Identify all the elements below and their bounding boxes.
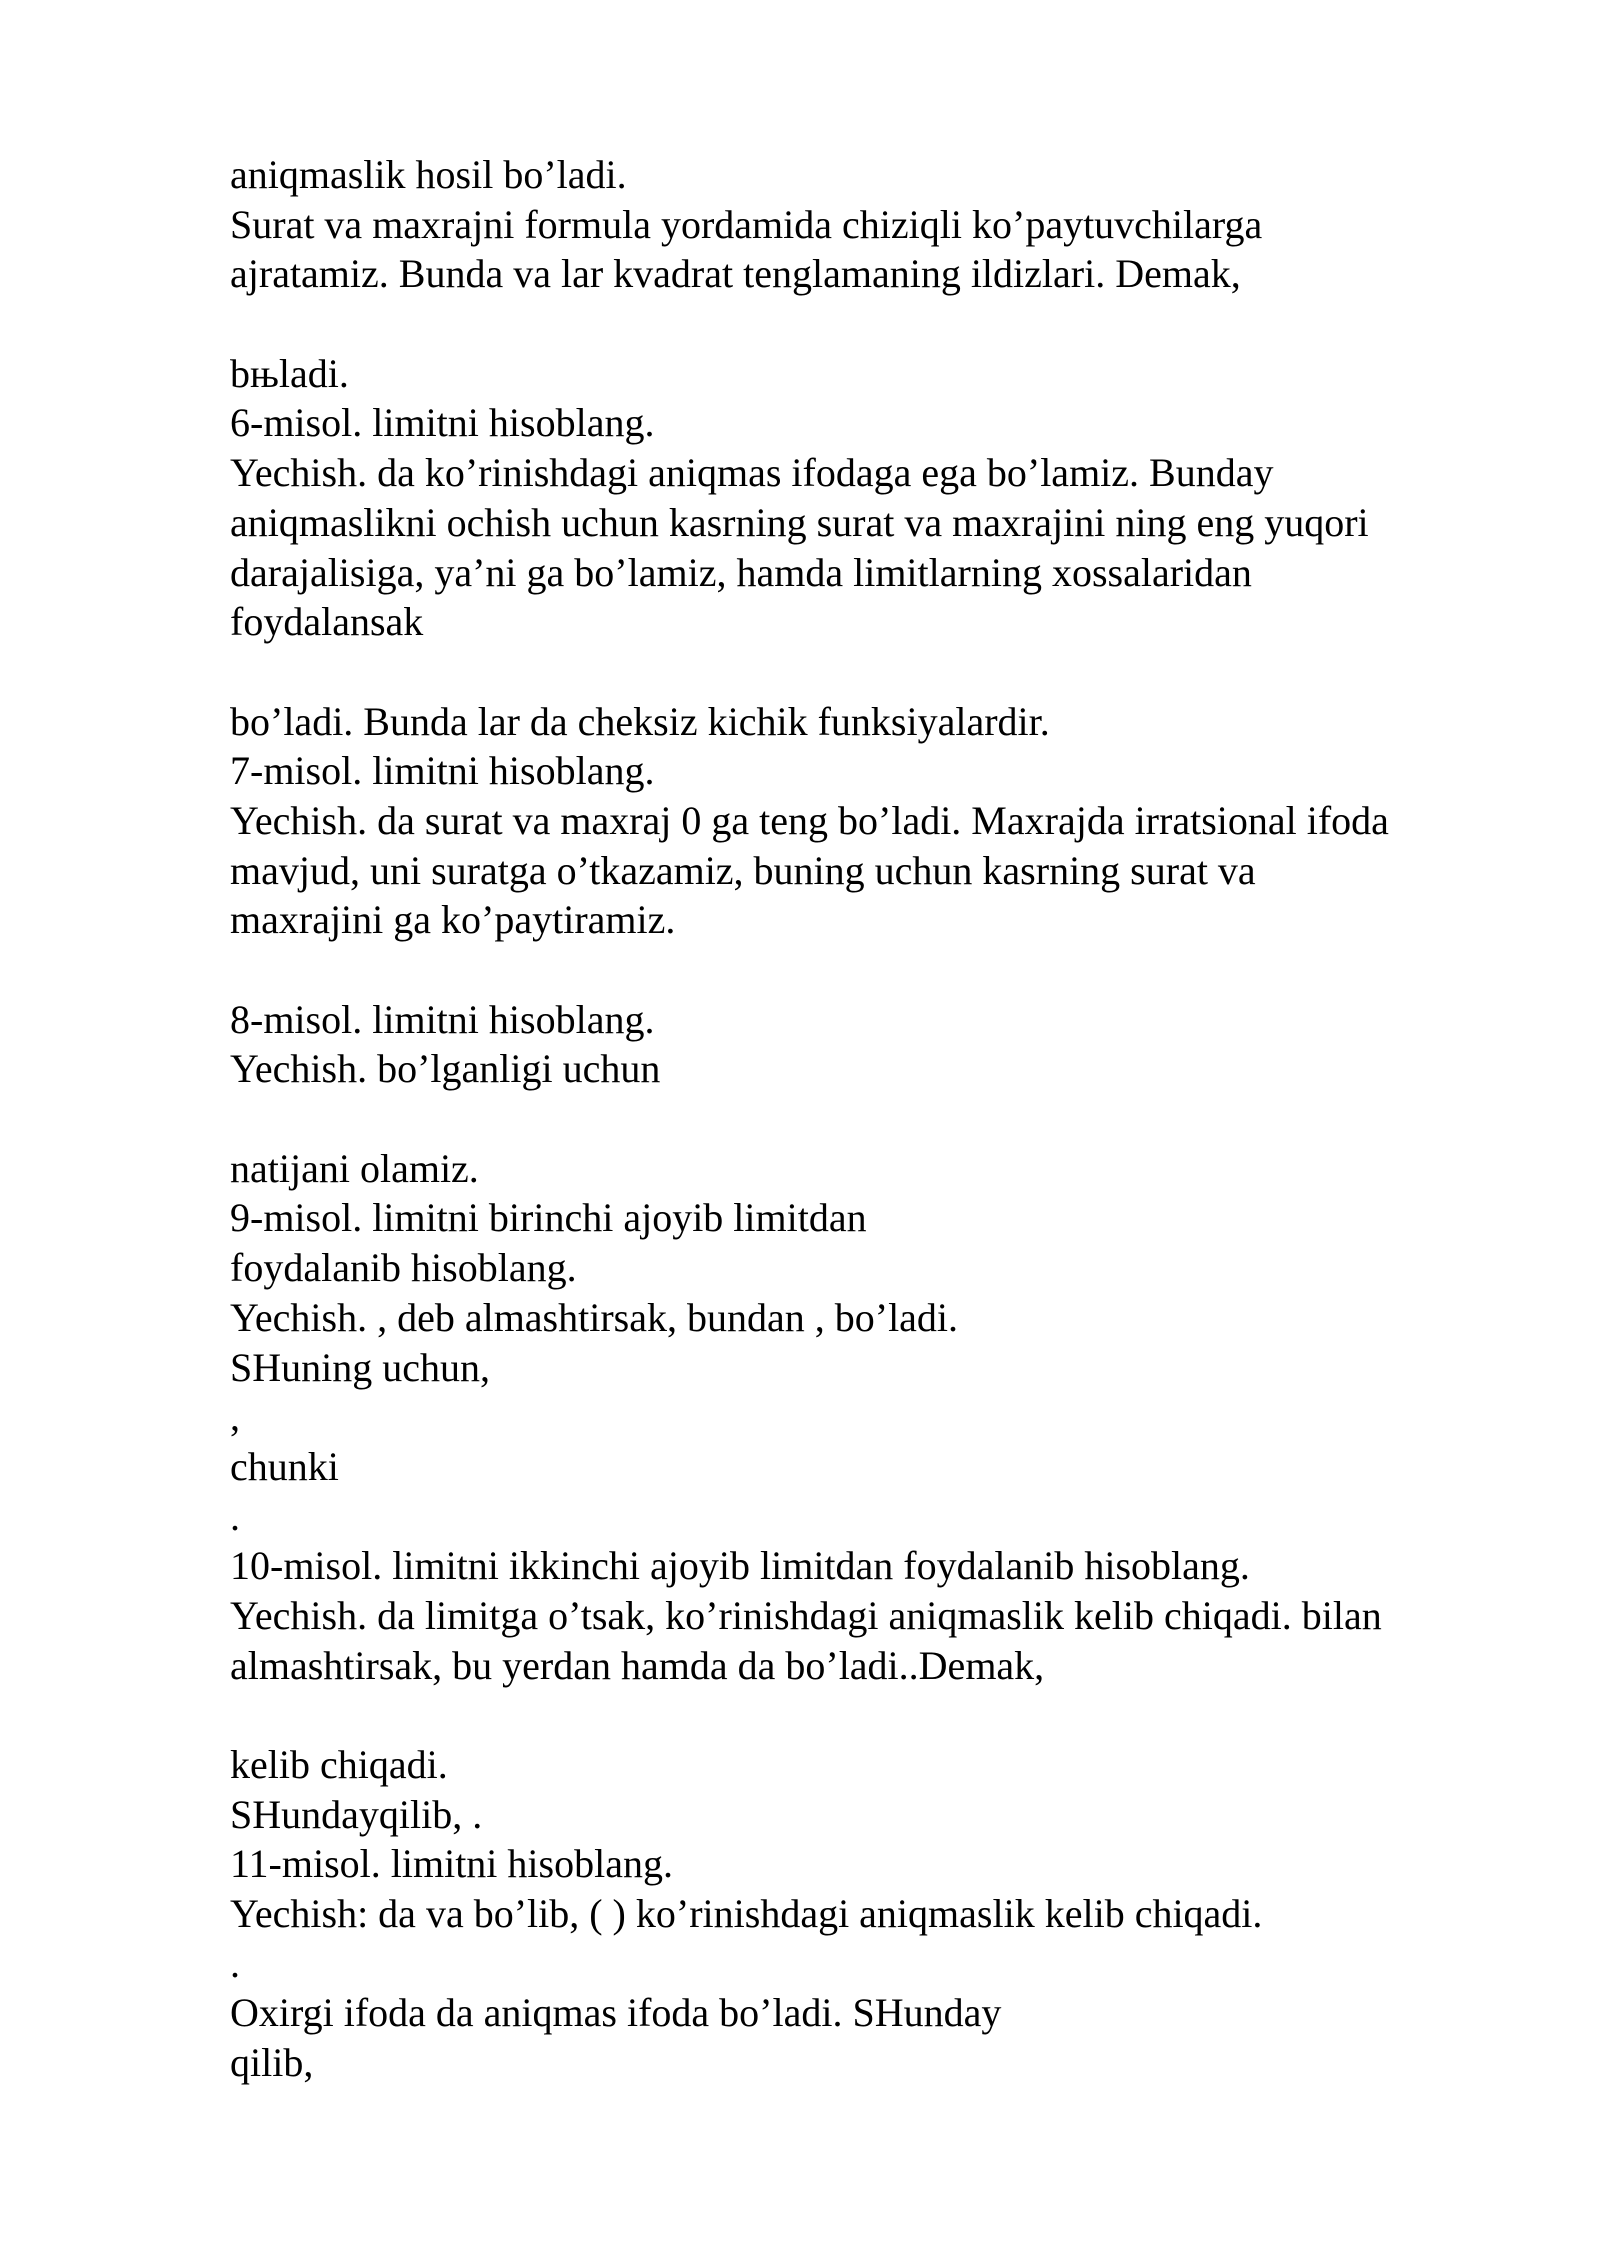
text-line: kelib chiqadi.: [230, 1742, 448, 1787]
text-line: qilib,: [230, 2040, 314, 2086]
blank-line: [230, 1094, 1530, 1144]
text-line: aniqmaslikni ochish uchun kasrning surat va maxrajini ning eng yuqori: [230, 499, 1369, 545]
text-line: natijani olamiz.: [230, 1145, 479, 1191]
blank-line: [230, 647, 1530, 697]
example-heading: 8-misol. limitni hisoblang.: [230, 996, 655, 1042]
text-line: .: [230, 1493, 240, 1539]
text-line: almashtirsak, bu yerdan hamda da bo’ladi..Demak,: [230, 1642, 1045, 1688]
blank-line: [230, 945, 1530, 995]
text-line: Oxirgi ifoda da aniqmas ifoda bo’ladi. SHunday: [230, 1990, 1002, 2036]
example-heading: 7-misol. limitni hisoblang.: [230, 748, 655, 794]
blank-line: [230, 1690, 1530, 1740]
example-heading: 9-misol. limitni birinchi ajoyib limitdan: [230, 1195, 867, 1241]
text-line: ajratamiz. Bunda va lar kvadrat tenglamaning ildizlari. Demak,: [230, 251, 1241, 297]
text-line: Yechish. , deb almashtirsak, bundan , bo’ladi.: [230, 1294, 959, 1340]
text-line: SHundayqilib, .: [230, 1791, 483, 1837]
text-line: .: [230, 1940, 240, 1986]
text-line: maxrajini ga ko’paytiramiz.: [230, 897, 676, 943]
text-line: Yechish. da surat va maxraj 0 ga teng bo’ladi. Maxrajda irratsional ifoda: [230, 797, 1389, 843]
text-line: Yechish. bo’lganligi uchun: [230, 1046, 661, 1092]
example-heading: 6-misol. limitni hisoblang.: [230, 400, 655, 446]
text-line: Surat va maxrajni formula yordamida chiziqli ko’paytuvchilarga: [230, 201, 1263, 247]
text-line: SHuning uchun,: [230, 1344, 490, 1390]
text-line: bo’ladi. Bunda lar da cheksiz kichik funksiyalardir.: [230, 698, 1050, 744]
text-line: bњladi.: [230, 350, 349, 396]
text-line: Yechish: da va bo’lib, ( ) ko’rinishdagi aniqmaslik kelib chiqadi.: [230, 1891, 1263, 1937]
example-heading: 11-misol. limitni hisoblang.: [230, 1841, 673, 1887]
text-line: foydalanib hisoblang.: [230, 1245, 577, 1291]
text-line: ,: [230, 1394, 240, 1440]
text-line: aniqmaslik hosil bo’ladi.: [230, 152, 627, 197]
text-line: Yechish. da ko’rinishdagi aniqmas ifodaga ega bo’lamiz. Bunday: [230, 450, 1274, 496]
text-line: chunki: [230, 1443, 339, 1489]
blank-line: [230, 299, 1530, 349]
text-line: mavjud, uni suratga o’tkazamiz, buning uchun kasrning surat va: [230, 847, 1256, 893]
document-body: [230, 150, 1530, 2088]
text-line: Yechish. da limitga o’tsak, ko’rinishdagi aniqmaslik kelib chiqadi. bilan: [230, 1592, 1382, 1638]
text-line: foydalansak: [230, 599, 424, 645]
example-heading: 10-misol. limitni ikkinchi ajoyib limitdan foydalanib hisoblang.: [230, 1543, 1250, 1589]
text-line: darajalisiga, ya’ni ga bo’lamiz, hamda limitlarning xossalaridan: [230, 549, 1252, 595]
